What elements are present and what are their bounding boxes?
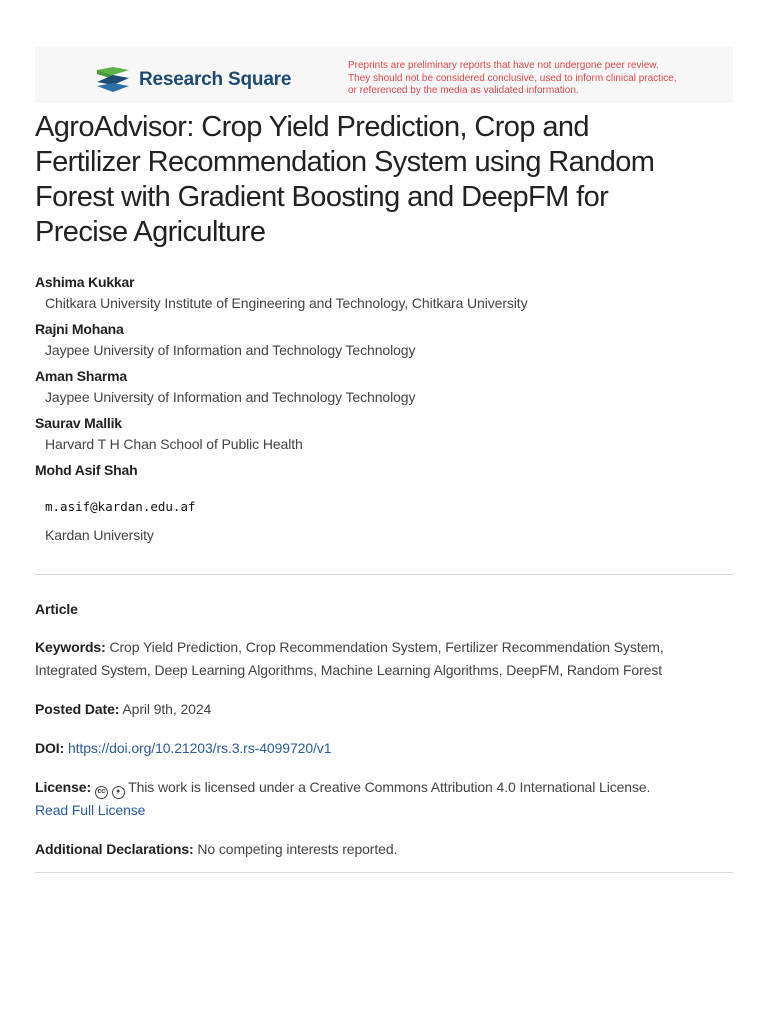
notice-line: Preprints are preliminary reports that have not undergone peer review. (348, 60, 659, 71)
author-affiliation: Jaypee University of Information and Technology Technology (45, 389, 416, 405)
research-square-logo-icon (95, 66, 131, 94)
keywords-value: Integrated System, Deep Learning Algorithms, Machine Learning Algorithms, DeepFM, Random Forest (35, 662, 663, 678)
author-affiliation: Chitkara University Institute of Engineering and Technology, Chitkara University (45, 295, 528, 311)
divider (35, 872, 733, 873)
author-name[interactable]: Saurav Mallik (35, 415, 122, 431)
author-affiliation: Harvard T H Chan School of Public Health (45, 436, 303, 452)
article-type (35, 598, 735, 621)
paper-title (35, 110, 735, 250)
declarations-value: No competing interests reported. (197, 841, 398, 857)
author-name[interactable]: Rajni Mohana (35, 321, 124, 337)
license-text: This work is licensed under a Creative Commons Attribution 4.0 International License. (128, 779, 651, 795)
author-affiliation: Kardan University (45, 527, 154, 543)
posted-date-label: Posted Date: (35, 701, 120, 717)
notice-line: They should not be considered conclusive, used to inform clinical practice, (348, 72, 677, 84)
author-list (35, 272, 735, 551)
article-type-label: Article (35, 601, 78, 617)
by-icon: ● (112, 786, 125, 799)
divider (35, 574, 733, 575)
research-square-logo[interactable] (95, 66, 291, 94)
doi (35, 737, 735, 760)
declarations-label: Additional Declarations: (35, 841, 194, 857)
posted-date-value: April 9th, 2024 (122, 701, 212, 717)
posted-date (35, 698, 735, 721)
keywords-label: Keywords: (35, 639, 106, 655)
author-name[interactable]: Aman Sharma (35, 368, 127, 384)
author-affiliation: Jaypee University of Information and Technology Technology (45, 342, 416, 358)
keywords-value: Crop Yield Prediction, Crop Recommendation System, Fertilizer Recommendation System, (109, 639, 664, 655)
title-line: Precise Agriculture (35, 216, 266, 248)
doi-link[interactable]: https://doi.org/10.21203/rs.3.rs-4099720/v1 (67, 740, 332, 756)
author-name[interactable]: Mohd Asif Shah (35, 462, 138, 478)
read-full-license-link[interactable]: Read Full License (35, 802, 146, 818)
author-email[interactable]: m.asif@kardan.edu.af (45, 499, 196, 514)
title-line: Forest with Gradient Boosting and DeepFM for (35, 181, 609, 213)
notice-line: or referenced by the media as validated information. (348, 85, 579, 96)
license-label: License: (35, 779, 91, 795)
preprint-notice (348, 60, 728, 98)
title-line: Fertilizer Recommendation System using Random (35, 146, 655, 178)
cc-icon: cc (95, 786, 108, 799)
doi-label: DOI: (35, 740, 65, 756)
author-name[interactable]: Ashima Kukkar (35, 274, 135, 290)
additional-declarations (35, 838, 735, 861)
title-line: AgroAdvisor: Crop Yield Prediction, Crop and (35, 111, 589, 143)
keywords (35, 636, 735, 682)
brand-name: Research Square (139, 69, 292, 90)
license (35, 776, 735, 822)
